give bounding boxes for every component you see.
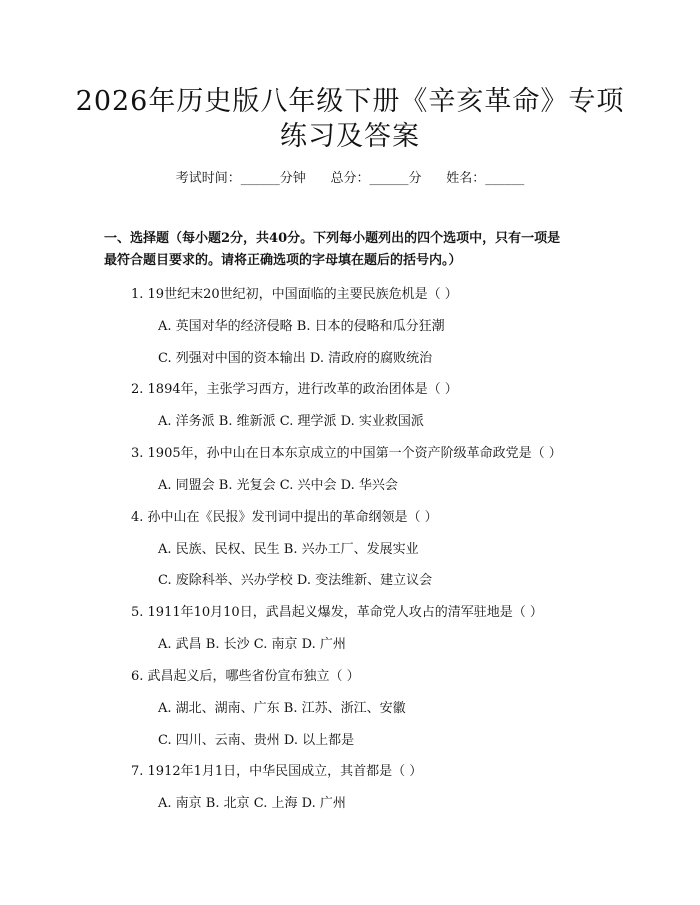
- section-heading-line-1: 一、选择题（每小题2分，共40分。下列每小题列出的四个选项中，只有一项是: [104, 231, 561, 246]
- question-7: 7. 1912年1月1日，中华民国成立，其首都是（ ）: [131, 764, 423, 779]
- question-6: 6. 武昌起义后，哪些省份宣布独立（ ）: [131, 669, 360, 684]
- question-7-options: A. 南京 B. 北京 C. 上海 D. 广州: [158, 796, 346, 811]
- question-4: 4. 孙中山在《民报》发刊词中提出的革命纲领是（ ）: [131, 510, 438, 525]
- document-title-line-1: 2026年历史版八年级下册《辛亥革命》专项: [75, 86, 625, 117]
- section-heading-line-2: 最符合题目要求的。请将正确选项的字母填在题后的括号内。）: [104, 253, 462, 268]
- question-2-options: A. 洋务派 B. 维新派 C. 理学派 D. 实业救国派: [158, 414, 424, 429]
- question-5: 5. 1911年10月10日，武昌起义爆发，革命党人攻占的清军驻地是（ ）: [131, 605, 543, 620]
- question-5-options: A. 武昌 B. 长沙 C. 南京 D. 广州: [158, 637, 346, 652]
- question-4-options-1: A. 民族、民权、民生 B. 兴办工厂、发展实业: [158, 542, 419, 557]
- question-1-options-1: A. 英国对华的经济侵略 B. 日本的侵略和瓜分狂潮: [158, 319, 445, 334]
- question-4-options-2: C. 废除科举、兴办学校 D. 变法维新、建立议会: [158, 573, 433, 588]
- question-3: 3. 1905年，孙中山在日本东京成立的中国第一个资产阶级革命政党是（ ）: [131, 446, 562, 461]
- question-1-options-2: C. 列强对中国的资本输出 D. 清政府的腐败统治: [158, 351, 433, 366]
- question-1: 1. 19世纪末20世纪初，中国面临的主要民族危机是（ ）: [131, 287, 458, 302]
- exam-meta-line: 考试时间：______分钟 总分：______分 姓名：______: [175, 171, 525, 186]
- document-title-line-2: 练习及答案: [280, 121, 420, 152]
- question-6-options-1: A. 湖北、湖南、广东 B. 江苏、浙江、安徽: [158, 701, 406, 716]
- question-3-options: A. 同盟会 B. 光复会 C. 兴中会 D. 华兴会: [158, 478, 398, 493]
- question-6-options-2: C. 四川、云南、贵州 D. 以上都是: [158, 733, 355, 748]
- question-2: 2. 1894年，主张学习西方，进行改革的政治团体是（ ）: [131, 382, 458, 397]
